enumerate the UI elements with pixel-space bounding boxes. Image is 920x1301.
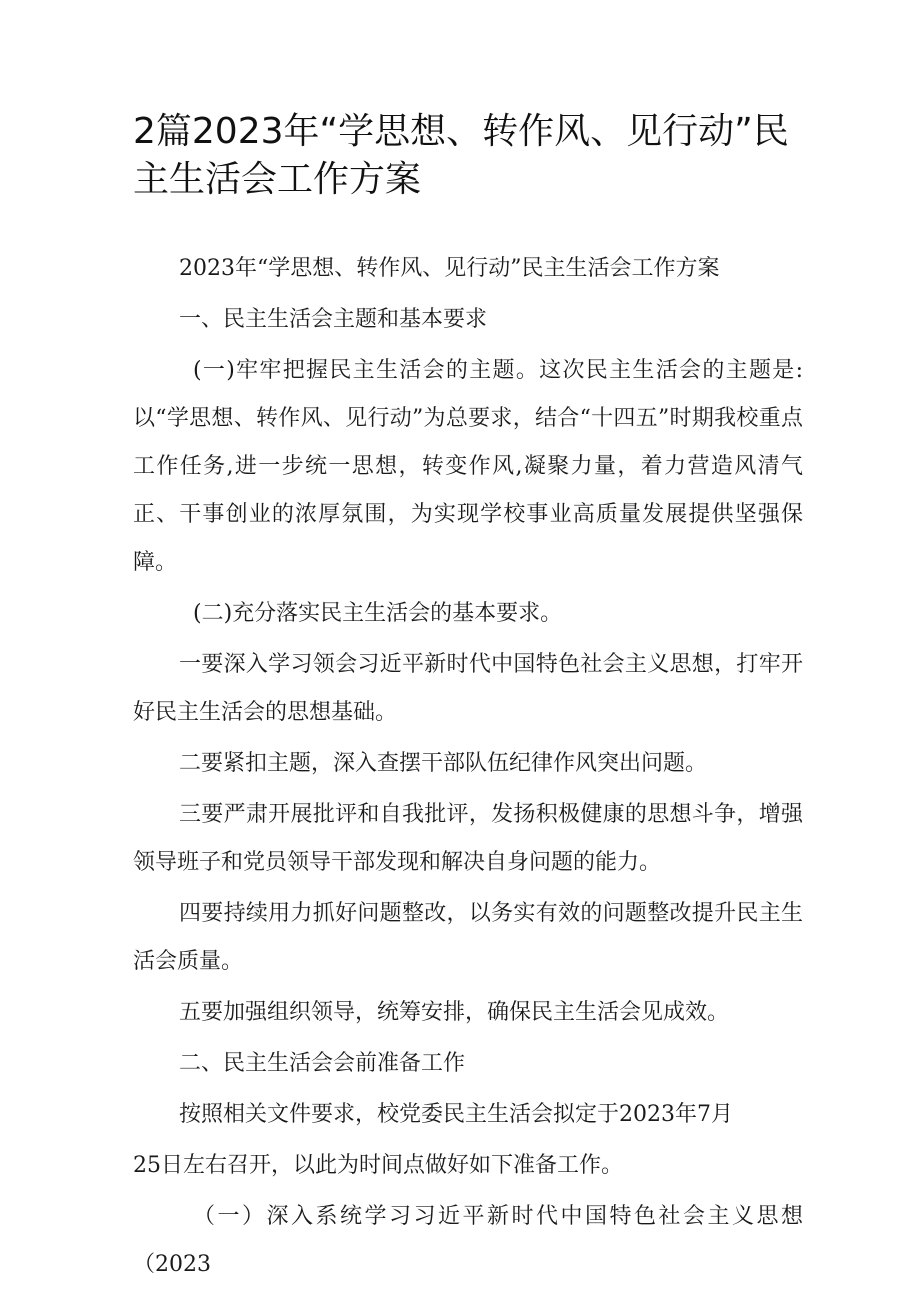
paragraph-requirement-1: 一要深入学习领会习近平新时代中国特色社会主义思想，打牢开好民主生活会的思想基础。 [133,652,803,725]
paragraph-requirement-5: 五要加强组织领导，统筹安排，确保民主生活会见成效。 [179,1000,730,1025]
document-title: 2篇2023年“学思想、转作风、见行动”民主生活会工作方案 [133,111,789,200]
paragraph-schedule: 按照相关文件要求，校党委民主生活会拟定于2023年7月 [179,1102,733,1127]
paragraph-theme: (一)牢牢把握民主生活会的主题。这次民主生活会的主题是:以“学思想、转作风、见行动”为总要求，结合“十四五”时期我校重点工作任务,进一步统一思想，转变作风,凝聚力量，着力营造风清气正、干事创业的浓厚氛围，为实现学校事业高质量发展提供坚强保障。 [133,358,803,575]
paragraph-schedule-continued: 25日左右召开，以此为时间点做好如下准备工作。 [133,1153,623,1178]
paragraph-requirement-4: 四要持续用力抓好问题整改，以务实有效的问题整改提升民主生活会质量。 [133,901,803,974]
paragraph-requirement-3: 三要严肃开展批评和自我批评，发扬积极健康的思想斗争，增强领导班子和党员领导干部发现和解决自身问题的能力。 [133,802,803,875]
paragraph-study-item: （一）深入系统学习习近平新时代中国特色社会主义思想（2023 [133,1204,803,1277]
section-heading-2: 二、民主生活会会前准备工作 [179,1051,466,1076]
subtitle-paragraph: 2023年“学思想、转作风、见行动”民主生活会工作方案 [179,256,720,281]
paragraph-requirement-2: 二要紧扣主题，深入查摆干部队伍纪律作风突出问题。 [179,751,708,776]
document-body [133,245,803,1292]
section-heading-1: 一、民主生活会主题和基本要求 [179,307,488,332]
paragraph-requirements-heading: (二)充分落实民主生活会的基本要求。 [193,601,563,626]
